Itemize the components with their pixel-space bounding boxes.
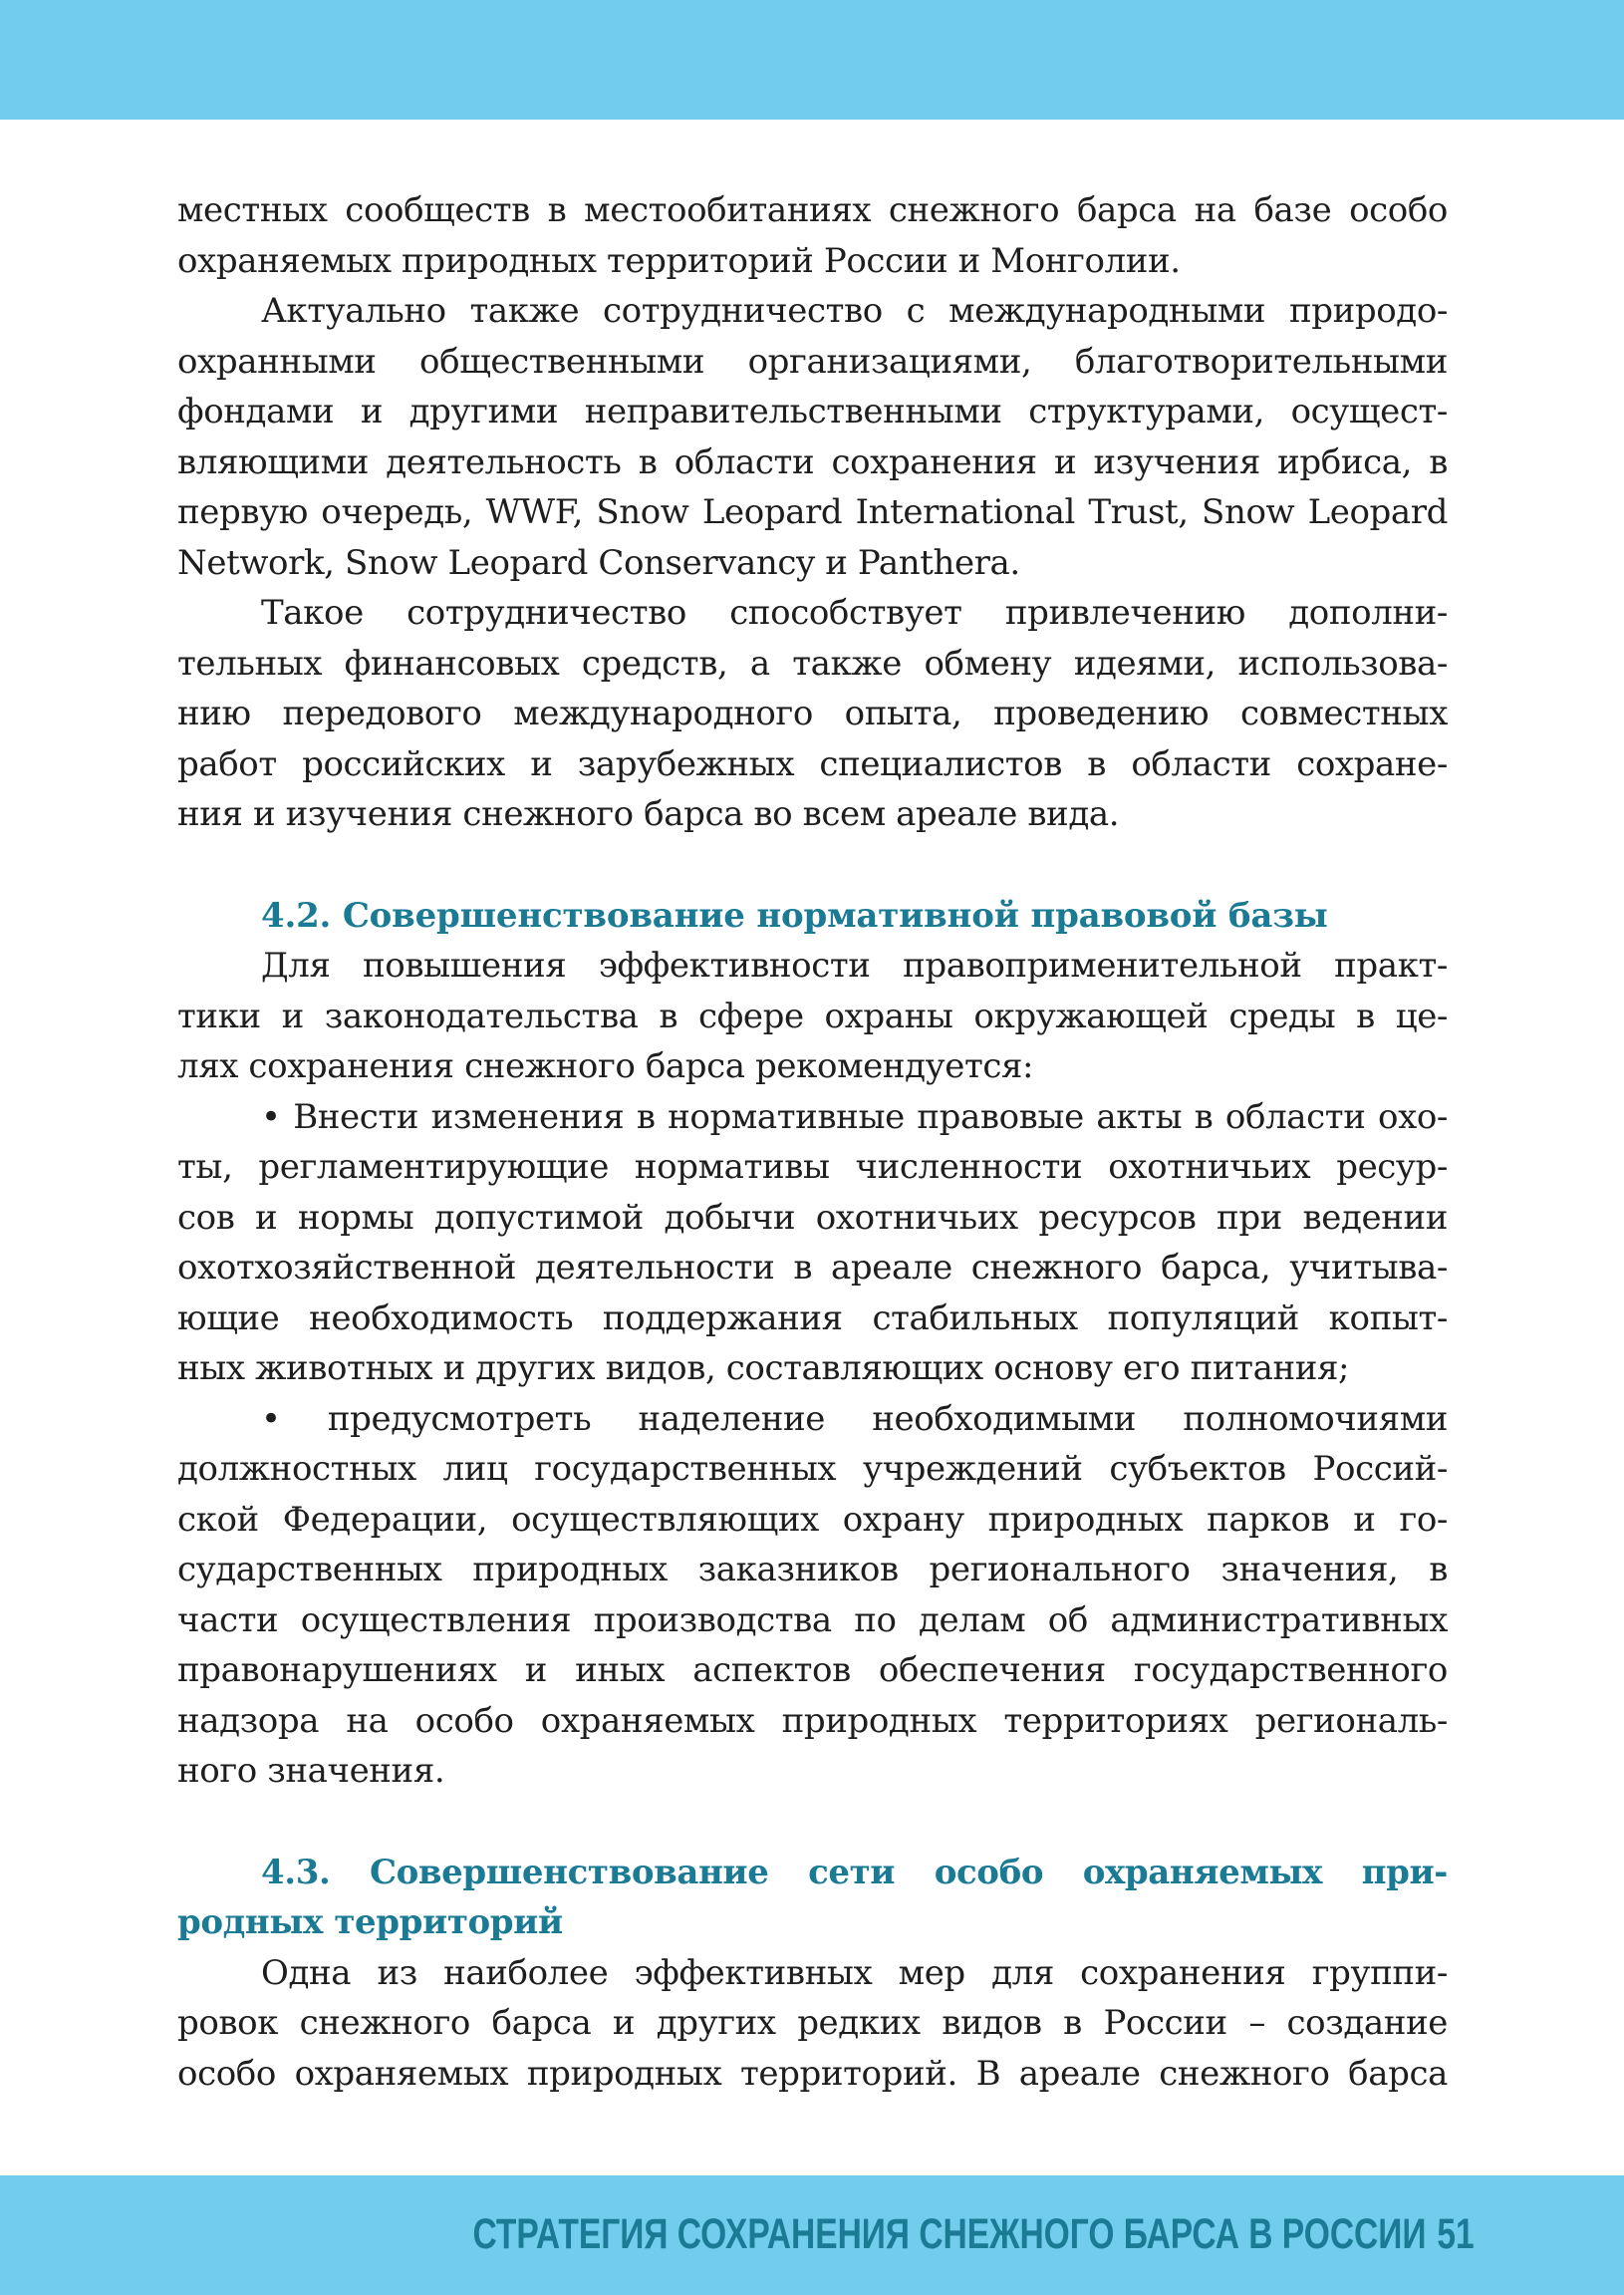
text-line: части осуществления производства по делам об административных: [177, 1599, 1448, 1640]
text-line: охотхозяйственной деятельности в ареале снежного барса, учитыва-: [177, 1248, 1448, 1288]
text-line: • Внести изменения в нормативные правовые акты в области охо-: [261, 1096, 1448, 1137]
heading-line: 4.2. Совершенствование нормативной правовой базы: [261, 895, 1328, 936]
text-line: Для повышения эффективности правоприменительной практ-: [261, 946, 1448, 986]
paragraph-benefits: [177, 588, 1448, 840]
running-footer: [473, 2210, 1475, 2259]
heading-line: 4.3. Совершенствование сети особо охраняемых при-: [261, 1852, 1448, 1892]
bullet-officials-powers: [177, 1394, 1448, 1797]
text-line: фондами и другими неправительственными структурами, осущест-: [177, 392, 1448, 431]
text-line: должностных лиц государственных учреждений субъектов Россий-: [177, 1449, 1448, 1489]
bullet-hunting-regulations: [177, 1092, 1448, 1394]
paragraph-recommendations-intro: [177, 941, 1448, 1092]
text-line: Одна из наиболее эффективных мер для сохранения группи-: [261, 1952, 1448, 1993]
text-line: ния и изучения снежного барса во всем ареале вида.: [177, 794, 1120, 834]
text-line: местных сообществ в местообитаниях снежного барса на базе особо: [177, 190, 1448, 230]
text-line: правонарушениях и иных аспектов обеспечения государственного: [177, 1650, 1448, 1690]
section-heading-4-3: [177, 1848, 1448, 1948]
section-heading-4-2: [177, 891, 1448, 942]
paragraph-continuation: [177, 185, 1448, 286]
paragraph-protected-areas: [177, 1948, 1448, 2100]
text-line: охраняемых природных территорий России и Монголии.: [177, 240, 1181, 281]
text-line: тики и законодательства в сфере охраны окружающей среды в це-: [177, 996, 1448, 1036]
text-line: • предусмотреть наделение необходимыми полномочиями: [261, 1398, 1448, 1439]
page-number: 51: [1437, 2210, 1475, 2258]
text-line: Network, Snow Leopard Conservancy и Panthera.: [177, 542, 1020, 583]
text-line: лях сохранения снежного барса рекомендуется:: [177, 1046, 1034, 1086]
text-line: ской Федерации, осуществляющих охрану природных парков и го-: [177, 1499, 1448, 1540]
text-line: ты, регламентирующие нормативы численности охотничьих ресур-: [177, 1147, 1448, 1187]
text-line: первую очередь, WWF, Snow Leopard International Trust, Snow Leopard: [177, 492, 1448, 532]
text-line: тельных финансовых средств, а также обмену идеями, использова-: [177, 643, 1448, 684]
text-line: сов и нормы допустимой добычи охотничьих ресурсов при ведении: [177, 1197, 1448, 1238]
heading-line: родных территорий: [177, 1902, 563, 1942]
text-line: ровок снежного барса и других редких видов в России – создание: [177, 2003, 1448, 2043]
page-body: [177, 185, 1448, 2099]
text-line: ных животных и других видов, составляющих основу его питания;: [177, 1348, 1350, 1388]
text-line: надзора на особо охраняемых природных территориях региональ-: [177, 1700, 1448, 1741]
text-line: сударственных природных заказников регионального значения, в: [177, 1550, 1448, 1589]
text-line: Актуально также сотрудничество с международными природо-: [261, 291, 1448, 331]
text-line: охранными общественными организациями, благотворительными: [177, 341, 1448, 382]
text-line: ного значения.: [177, 1751, 445, 1791]
text-line: особо охраняемых природных территорий. В ареале снежного барса: [177, 2053, 1448, 2094]
text-line: нию передового международного опыта, проведению совместных: [177, 694, 1448, 733]
paragraph-cooperation: [177, 286, 1448, 588]
footer-title: СТРАТЕГИЯ СОХРАНЕНИЯ СНЕЖНОГО БАРСА В РОССИИ: [472, 2210, 1427, 2258]
text-line: Такое сотрудничество способствует привлечению дополни-: [261, 593, 1448, 633]
text-line: вляющими деятельность в области сохранения и изучения ирбиса, в: [177, 441, 1448, 482]
top-color-band: [0, 0, 1624, 120]
text-line: работ российских и зарубежных специалистов в области сохране-: [177, 743, 1448, 784]
text-line: ющие необходимость поддержания стабильных популяций копыт-: [177, 1297, 1448, 1338]
